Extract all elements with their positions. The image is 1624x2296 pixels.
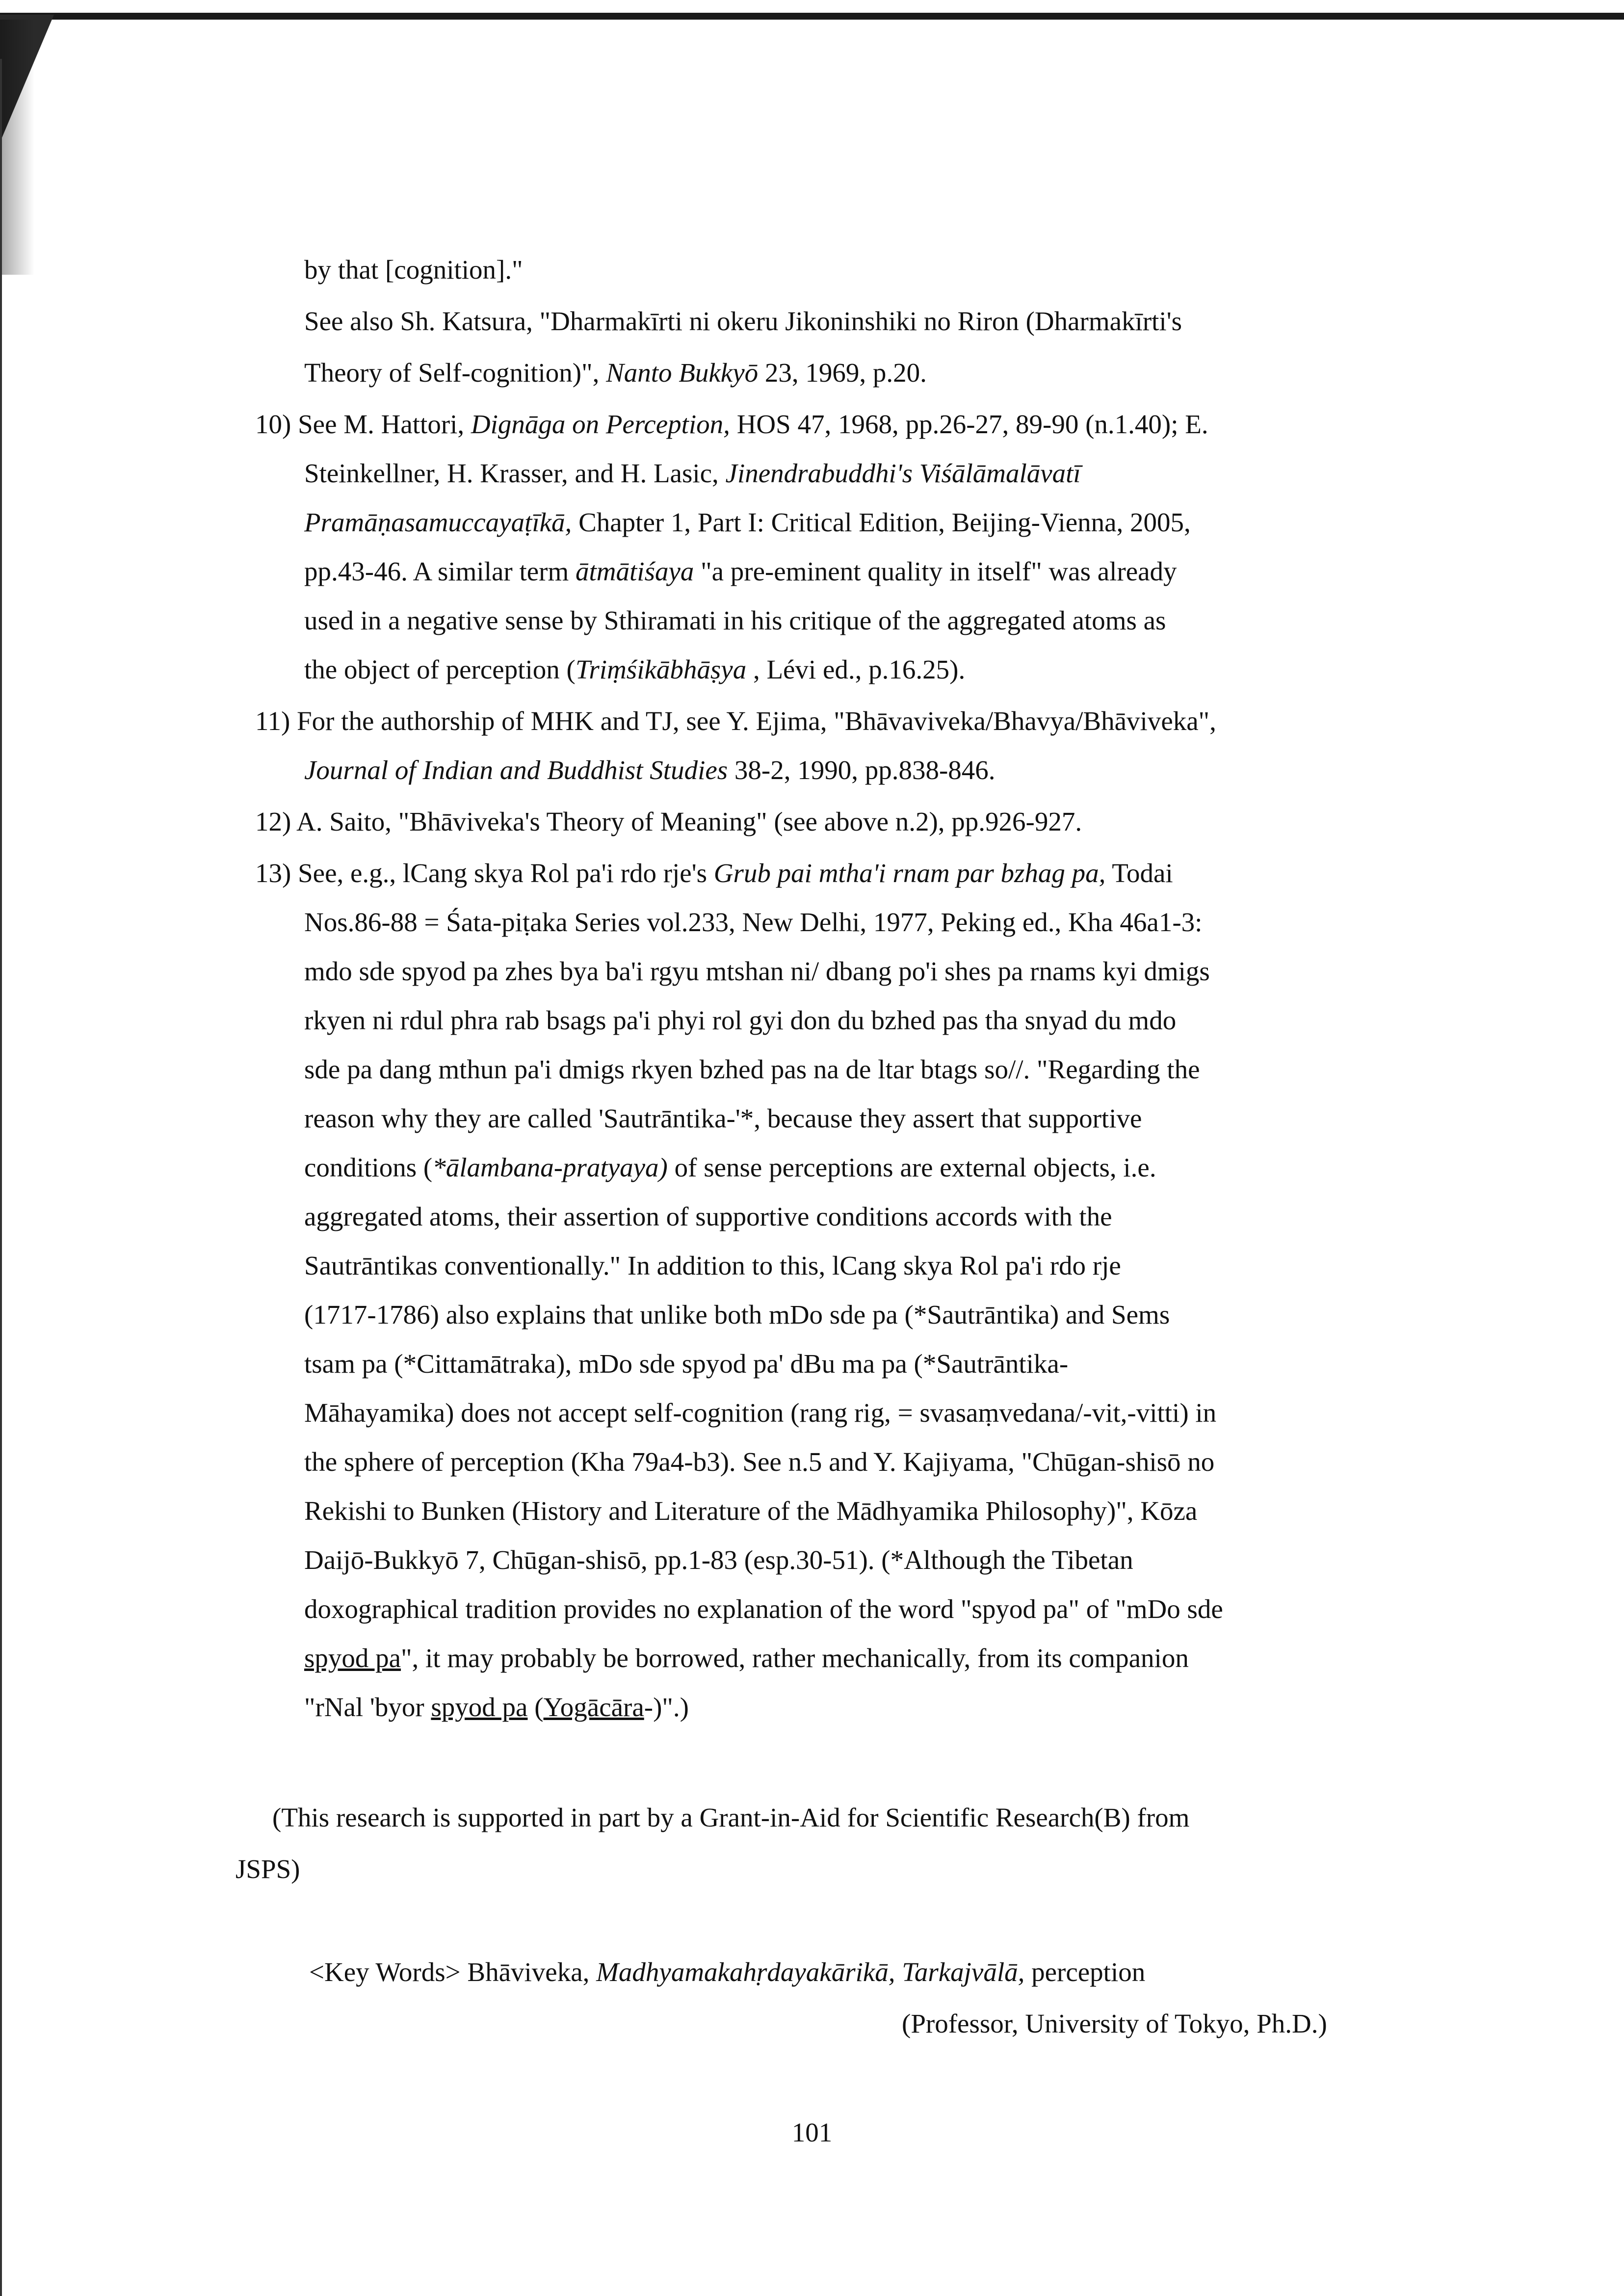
text-line: sde pa dang mthun pa'i dmigs rkyen bzhed pas na de ltar btags so//. "Regarding the: [304, 1054, 1200, 1084]
text-line: reason why they are called 'Sautrāntika-'*, because they assert that supportive: [304, 1103, 1142, 1133]
text-line: tsam pa (*Cittamātraka), mDo sde spyod pa' dBu ma pa (*Sautrāntika-: [304, 1349, 1069, 1379]
acknowledgement: JSPS): [236, 1854, 300, 1884]
text-line: Māhayamika) does not accept self-cognition (rang rig, = svasaṃvedana/-vit,-vitti) in: [304, 1398, 1217, 1428]
footnote-line: 13) See, e.g., lCang skya Rol pa'i rdo rje's Grub pai mtha'i rnam par bzhag pa, Todai: [255, 858, 1173, 888]
key-words: <Key Words> Bhāviveka, Madhyamakahṛdayakārikā, Tarkajvālā, perception: [309, 1957, 1146, 1987]
text-line: Pramāṇasamuccayaṭīkā, Chapter 1, Part I: Critical Edition, Beijing-Vienna, 2005,: [304, 507, 1191, 537]
text-line: Nos.86-88 = Śata-piṭaka Series vol.233, New Delhi, 1977, Peking ed., Kha 46a1-3:: [304, 907, 1203, 937]
text-line: used in a negative sense by Sthiramati in his critique of the aggregated atoms as: [304, 605, 1166, 635]
footnote-line: 10) See M. Hattori, Dignāga on Perception, HOS 47, 1968, pp.26-27, 89-90 (n.1.40); E.: [255, 409, 1208, 439]
text-line: "rNal 'byor spyod pa (Yogācāra-)".): [304, 1692, 689, 1722]
text-line: Rekishi to Bunken (History and Literature of the Mādhyamika Philosophy)", Kōza: [304, 1496, 1198, 1526]
acknowledgement: (This research is supported in part by a Grant-in-Aid for Scientific Research(B) from: [272, 1802, 1190, 1832]
footnote-line: 11) For the authorship of MHK and TJ, see Y. Ejima, "Bhāvaviveka/Bhavya/Bhāviveka",: [255, 706, 1216, 736]
text-line: pp.43-46. A similar term ātmātiśaya "a pre-eminent quality in itself" was already: [304, 556, 1177, 586]
text-line: by that [cognition].": [304, 255, 523, 285]
text-line: spyod pa", it may probably be borrowed, rather mechanically, from its companion: [304, 1643, 1189, 1673]
text-line: rkyen ni rdul phra rab bsags pa'i phyi rol gyi don du bzhed pas tha snyad du mdo: [304, 1005, 1177, 1035]
text-line: Steinkellner, H. Krasser, and H. Lasic, Jinendrabuddhi's Viśālāmalāvatī: [304, 458, 1081, 488]
text-line: Theory of Self-cognition)", Nanto Bukkyō 23, 1969, p.20.: [304, 358, 927, 388]
text-line: Daijō-Bukkyō 7, Chūgan-shisō, pp.1-83 (esp.30-51). (*Although the Tibetan: [304, 1545, 1133, 1575]
text-line: (1717-1786) also explains that unlike both mDo sde pa (*Sautrāntika) and Sems: [304, 1300, 1170, 1330]
text-line: aggregated atoms, their assertion of supportive conditions accords with the: [304, 1201, 1112, 1231]
author-affiliation: (Professor, University of Tokyo, Ph.D.): [902, 2009, 1327, 2038]
text-line: Journal of Indian and Buddhist Studies 38-2, 1990, pp.838-846.: [304, 755, 995, 785]
footnote-line: 12) A. Saito, "Bhāviveka's Theory of Meaning" (see above n.2), pp.926-927.: [255, 807, 1082, 836]
text-line: doxographical tradition provides no explanation of the word "spyod pa" of "mDo sde: [304, 1594, 1223, 1624]
text-line: See also Sh. Katsura, "Dharmakīrti ni okeru Jikoninshiki no Riron (Dharmakīrti's: [304, 306, 1182, 336]
text-line: conditions (*ālambana-pratyaya) of sense perceptions are external objects, i.e.: [304, 1152, 1156, 1182]
text-line: mdo sde spyod pa zhes bya ba'i rgyu mtshan ni/ dbang po'i shes pa rnams kyi dmigs: [304, 956, 1210, 986]
text-line: the sphere of perception (Kha 79a4-b3). See n.5 and Y. Kajiyama, "Chūgan-shisō no: [304, 1447, 1215, 1477]
page-number: 101: [791, 2117, 833, 2147]
text-line: the object of perception (Triṃśikābhāṣya , Lévi ed., p.16.25).: [304, 654, 966, 684]
text-line: Sautrāntikas conventionally." In addition to this, lCang skya Rol pa'i rdo rje: [304, 1251, 1121, 1280]
